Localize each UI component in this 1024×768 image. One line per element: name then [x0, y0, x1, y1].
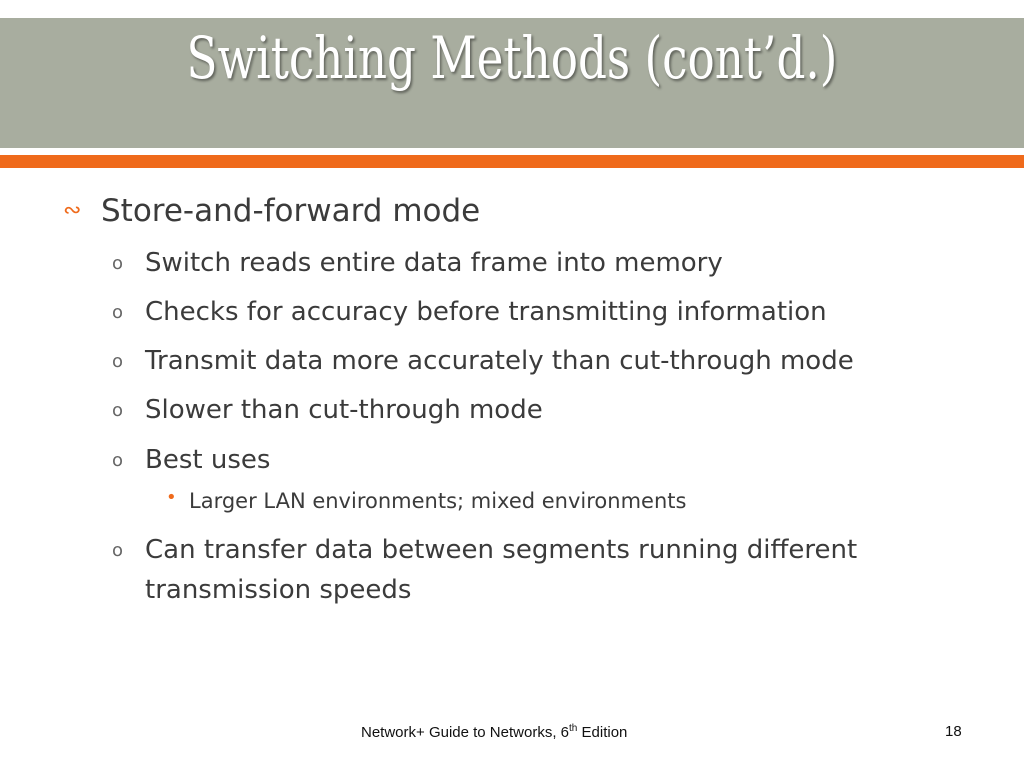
best-uses-item: Larger LAN environments; mixed environments [189, 489, 687, 513]
sub-bullet-3: Transmit data more accurately than cut-through mode [145, 346, 854, 376]
circle-bullet-icon: o [112, 351, 124, 372]
footer-superscript: th [569, 723, 578, 734]
circle-bullet-icon: o [112, 400, 124, 421]
main-bullet-text: Store-and-forward mode [101, 193, 481, 229]
circle-bullet-icon: o [112, 540, 124, 561]
sub-bullet-5: Best uses [145, 445, 271, 475]
footer-prefix: Network+ Guide to Networks, 6 [361, 724, 570, 741]
page-number: 18 [945, 723, 962, 740]
footer-text [361, 723, 627, 741]
slide-title: Switching Methods (cont’d.) [186, 24, 838, 92]
circle-bullet-icon: o [112, 302, 124, 323]
sub-bullet-4: Slower than cut-through mode [145, 395, 543, 425]
curly-bullet-icon: ∾ [63, 198, 82, 223]
sub-bullet-6-line1: Can transfer data between segments running different [145, 535, 858, 565]
dot-bullet-icon: • [166, 487, 177, 508]
sub-bullet-2: Checks for accuracy before transmitting information [145, 297, 827, 327]
circle-bullet-icon: o [112, 253, 124, 274]
footer-suffix: Edition [577, 724, 628, 741]
sub-bullet-1: Switch reads entire data frame into memory [145, 248, 723, 278]
circle-bullet-icon: o [112, 450, 124, 471]
sub-bullet-6-line2: transmission speeds [145, 575, 412, 605]
